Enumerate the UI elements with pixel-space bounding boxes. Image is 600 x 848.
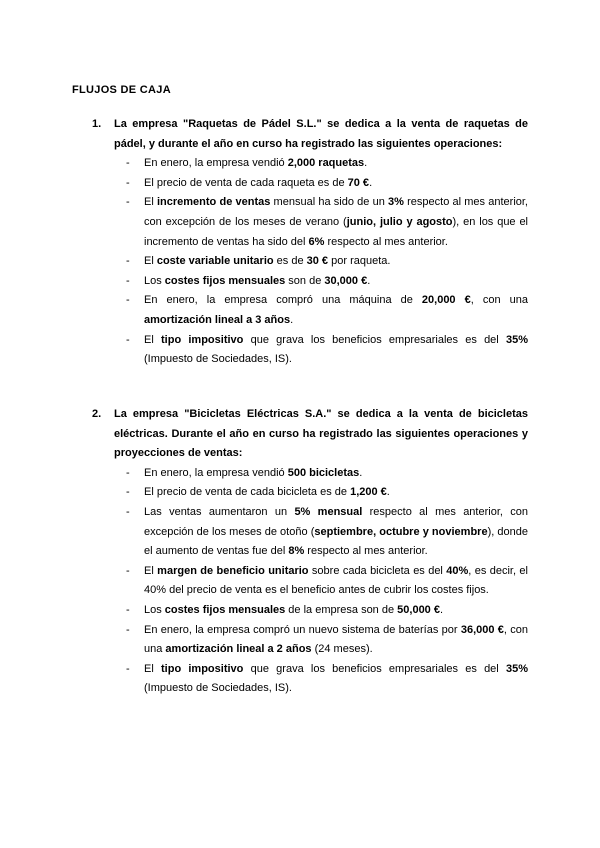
list-item: - El precio de venta de cada raqueta es de 70 €.: [92, 174, 528, 194]
page-title: FLUJOS DE CAJA: [72, 84, 171, 96]
list-item: - El precio de venta de cada bicicleta es de 1,200 €.: [92, 483, 528, 503]
problem-1: [92, 115, 528, 370]
list-item: - En enero, la empresa compró un nuevo sistema de baterías por 36,000 €, con una amortización lineal a 2 años (24 meses).: [92, 621, 528, 660]
list-item: - El tipo impositivo que grava los beneficios empresariales es del 35% (Impuesto de Sociedades, IS).: [92, 660, 528, 699]
bullet-marker: -: [126, 466, 130, 479]
problem-2: [92, 405, 528, 699]
bullet-marker: -: [126, 505, 130, 518]
bullet-marker: -: [126, 274, 130, 287]
bullet-marker: -: [126, 486, 130, 499]
operations-list: [92, 464, 528, 699]
bullet-marker: -: [126, 333, 130, 346]
problem-intro: La empresa "Raquetas de Pádel S.L." se dedica a la venta de raquetas de pádel, y durante el año en curso ha registrado las siguientes operaciones:: [114, 118, 528, 150]
bullet-marker: -: [126, 176, 130, 189]
operations-list: [92, 154, 528, 370]
bullet-marker: -: [126, 662, 130, 675]
list-item: - En enero, la empresa vendió 2,000 raquetas.: [92, 154, 528, 174]
bullet-marker: -: [126, 564, 130, 577]
list-item: - Los costes fijos mensuales son de 30,000 €.: [92, 272, 528, 292]
bullet-marker: -: [126, 196, 130, 209]
list-item: - El tipo impositivo que grava los beneficios empresariales es del 35% (Impuesto de Sociedades, IS).: [92, 331, 528, 370]
problem-number: 1.: [92, 118, 102, 130]
list-item: - El coste variable unitario es de 30 € por raqueta.: [92, 252, 528, 272]
bullet-marker: -: [126, 603, 130, 616]
list-item: - En enero, la empresa vendió 500 bicicletas.: [92, 464, 528, 484]
bullet-marker: -: [126, 157, 130, 170]
problem-number: 2.: [92, 408, 102, 420]
list-item: - Las ventas aumentaron un 5% mensual respecto al mes anterior, con excepción de los meses de otoño (septiembre, octubre y noviembre), donde el aumento de ventas fue del 8% respecto al mes anterior.: [92, 503, 528, 562]
bullet-marker: -: [126, 255, 130, 268]
list-item: - El incremento de ventas mensual ha sido de un 3% respecto al mes anterior, con excepción de los meses de verano (junio, julio y agosto), en los que el incremento de ventas ha sido del 6% respecto al mes anterior.: [92, 193, 528, 252]
bullet-marker: -: [126, 294, 130, 307]
bullet-marker: -: [126, 623, 130, 636]
list-item: - En enero, la empresa compró una máquina de 20,000 €, con una amortización lineal a 3 años.: [92, 291, 528, 330]
problem-intro: La empresa "Bicicletas Eléctricas S.A." se dedica a la venta de bicicletas eléctricas. Durante el año en curso ha registrado las siguientes operaciones y proyecciones de ventas:: [114, 408, 528, 460]
list-item: - El margen de beneficio unitario sobre cada bicicleta es del 40%, es decir, el 40% del precio de venta es el beneficio antes de cubrir los costes fijos.: [92, 562, 528, 601]
list-item: - Los costes fijos mensuales de la empresa son de 50,000 €.: [92, 601, 528, 621]
